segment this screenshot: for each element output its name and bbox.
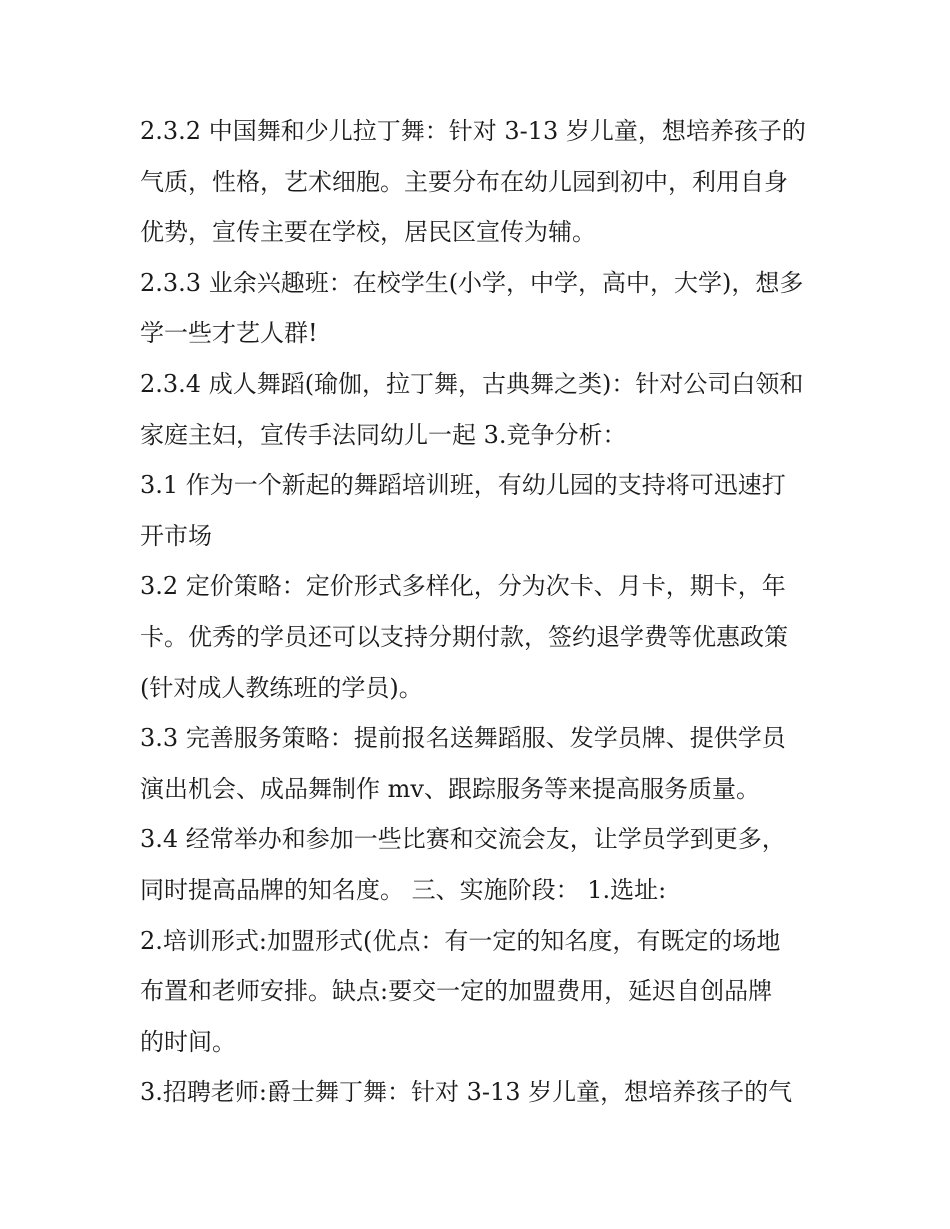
document-page [140, 106, 820, 1118]
text-line: 同时提高品牌的知名度。 三、实施阶段： 1.选址: [140, 875, 667, 904]
text-line: 3.4 经常举办和参加一些比赛和交流会友，让学员学到更多， [140, 825, 786, 854]
text-line: (针对成人教练班的学员)。 [140, 673, 423, 702]
text-line: 2.3.4 成人舞蹈(瑜伽，拉丁舞，古典舞之类)：针对公司白领和 [140, 369, 804, 398]
text-line: 3.招聘老师:爵士舞丁舞：针对 3-13 岁儿童，想培养孩子的气 [140, 1078, 793, 1107]
text-line: 演出机会、成品舞制作 mv、跟踪服务等来提高服务质量。 [140, 774, 760, 803]
text-line: 家庭主妇，宣传手法同幼儿一起 3.竞争分析： [140, 420, 627, 449]
text-line: 2.3.3 业余兴趣班：在校学生(小学，中学，高中，大学)，想多 [140, 268, 804, 297]
text-line: 的时间。 [140, 1027, 236, 1056]
text-line: 布置和老师安排。缺点:要交一定的加盟费用，延迟自创品牌 [140, 977, 773, 1006]
text-line: 3.3 完善服务策略：提前报名送舞蹈服、发学员牌、提供学员 [140, 724, 786, 753]
text-line: 卡。优秀的学员还可以支持分期付款，签约退学费等优惠政策 [140, 622, 788, 651]
text-line: 学一些才艺人群! [140, 319, 318, 348]
text-line: 开市场 [140, 521, 212, 550]
text-line: 2.培训形式:加盟形式(优点：有一定的知名度，有既定的场地 [140, 926, 781, 955]
text-line: 气质，性格，艺术细胞。主要分布在幼儿园到初中，利用自身 [140, 167, 788, 196]
text-line: 3.1 作为一个新起的舞蹈培训班，有幼儿园的支持将可迅速打 [140, 471, 786, 500]
text-line: 2.3.2 中国舞和少儿拉丁舞：针对 3-13 岁儿童，想培养孩子的 [140, 117, 806, 145]
text-line: 3.2 定价策略：定价形式多样化，分为次卡、月卡，期卡，年 [140, 572, 786, 601]
text-line: 优势，宣传主要在学校，居民区宣传为辅。 [140, 218, 596, 247]
